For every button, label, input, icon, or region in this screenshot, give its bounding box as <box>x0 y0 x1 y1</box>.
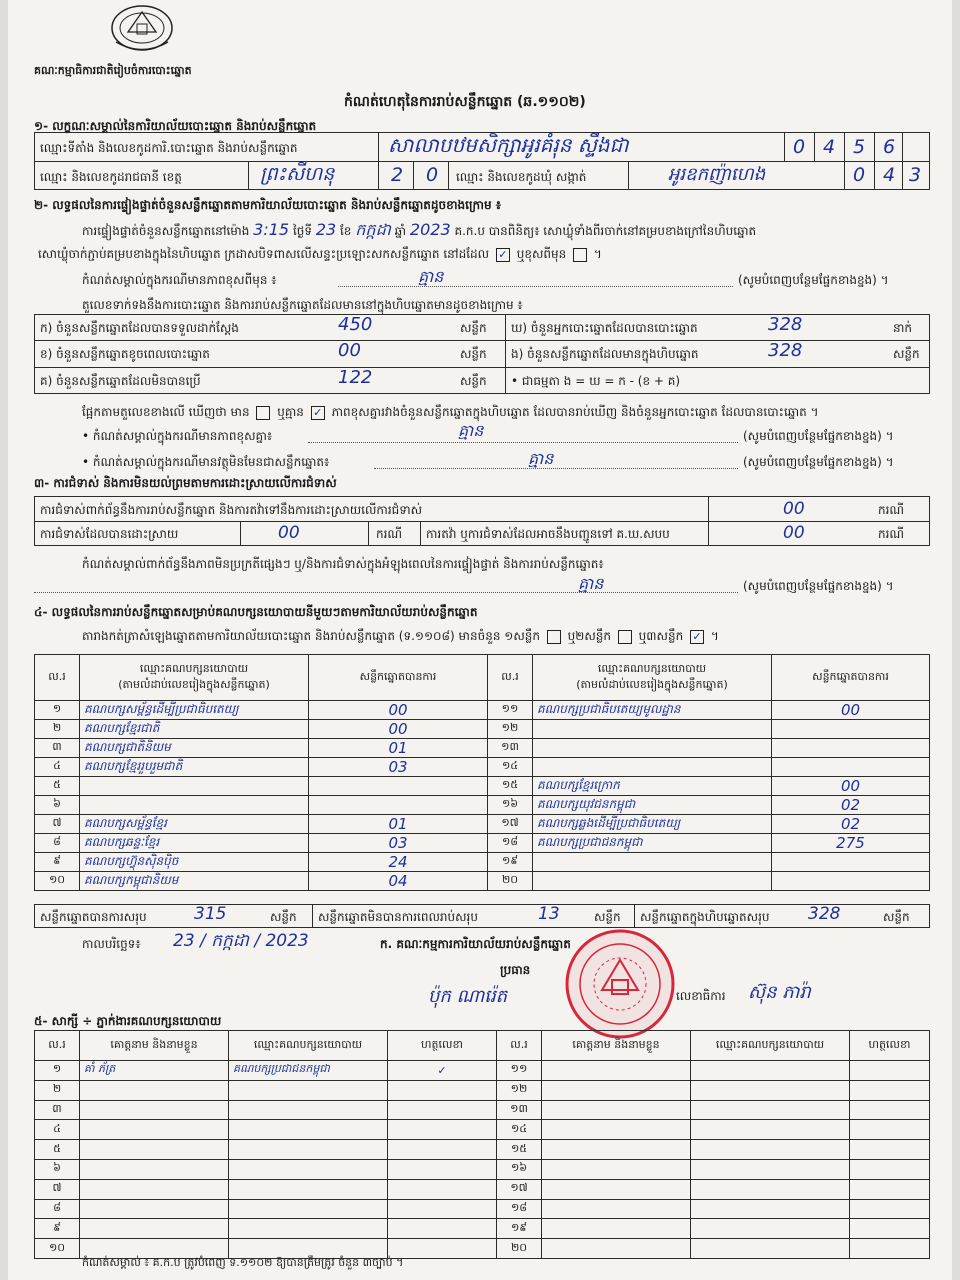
witness-signature <box>850 1159 930 1179</box>
witness-row <box>35 1061 930 1081</box>
foreign-object-note-value: គ្មាន <box>528 449 554 468</box>
party-name <box>533 853 772 872</box>
complaint-row2-label: ការជំទាស់ដែលបានដោះស្រាយ <box>40 527 179 541</box>
party-name <box>533 872 772 891</box>
compare-line: ផ្អែកតាមតួលេខខាងលើ ឃើញថា មាន ឬគ្មាន ✓ ភាពខុសគ្នារវាងចំនួនសន្លឹកឆ្នោតក្នុងហិបឆ្នោត ដែលបានរាប់ឃើញ និងចំនួនអ្នកបោះឆ្នោត ដែលបានបោះឆ្នោត ។ <box>82 405 819 419</box>
witness-name <box>80 1179 229 1199</box>
party-votes: 01 <box>309 815 488 834</box>
witness-signature <box>388 1239 497 1259</box>
witness-name <box>542 1080 691 1100</box>
witness-number: ៧ <box>35 1179 80 1199</box>
party-name: គណបក្សខ្មែរក្រោក <box>533 777 772 796</box>
section2-heading: ២- លទ្ធផលនៃការផ្ទៀងផ្ទាត់ចំនួនសន្លឹកឆ្នោតតាមការិយាល័យបោះឆ្នោត និងរាប់សន្លឹកឆ្នោតដូចខាងក្រោម ៖ <box>34 198 502 212</box>
section3-heading: ៣- ការជំទាស់ និងការមិនយល់ព្រមតាមការដោះស្រាយលើការជំទាស់ <box>34 476 337 490</box>
party-number: ១០ <box>35 872 80 891</box>
witness-party: គណបក្សប្រជាជនកម្ពុជា <box>229 1061 388 1081</box>
party-name: គណបក្សសម្ព័ន្ធខ្មែរ <box>80 815 309 834</box>
witness-number: ១៩ <box>497 1219 542 1239</box>
province-code-digit: 2 <box>390 164 404 186</box>
witness-number: ១០ <box>35 1239 80 1259</box>
party-number: ១៧ <box>488 815 533 834</box>
witness-name <box>80 1100 229 1120</box>
one-sheet-checkbox[interactable] <box>547 630 561 644</box>
party-votes: 00 <box>772 701 930 720</box>
witness-sign-header: ហត្ថលេខា <box>388 1031 497 1061</box>
col-party-header: ឈ្មោះគណបក្សនយោបាយ (តាមលំដាប់លេខរៀងក្នុងសន្លឹកឆ្នោត) <box>533 655 772 701</box>
section5-heading: ៥- សាក្សី ÷ ភ្នាក់ងារគណបក្សនយោបាយ <box>34 1014 222 1028</box>
place-label: ឈ្មោះទីតាំង និងលេខកូដការិ.បោះឆ្នោត និងរាប់សន្លឹកឆ្នោត <box>40 141 298 155</box>
witness-number: ៩ <box>35 1219 80 1239</box>
secretary-signature: ស៊ុន ភារ៉ា <box>748 982 811 1003</box>
figure-unit: សន្លឹក <box>460 347 487 361</box>
note-label: កំណត់សម្គាល់ក្នុងករណីមានភាពខុសពីមុន ៖ <box>82 273 277 287</box>
witness-number: ១៣ <box>497 1100 542 1120</box>
witness-signature <box>850 1100 930 1120</box>
witness-party <box>691 1100 850 1120</box>
witness-name <box>80 1199 229 1219</box>
witness-party <box>691 1061 850 1081</box>
figure-unit: សន្លឹក <box>460 374 487 388</box>
witness-party <box>229 1159 388 1179</box>
party-number: ១៦ <box>488 796 533 815</box>
party-votes: 04 <box>309 872 488 891</box>
witness-number: ១៥ <box>497 1140 542 1160</box>
party-votes <box>309 796 488 815</box>
witness-name <box>542 1179 691 1199</box>
witness-party <box>229 1120 388 1140</box>
place-code-digit: 0 <box>792 136 806 158</box>
witness-number: ៥ <box>35 1140 80 1160</box>
form-title: កំណត់ហេតុនៃការរាប់សន្លឹកឆ្នោត (ឆ.១១០២) <box>344 94 586 110</box>
witness-name-header: គោត្តនាម និងនាមខ្លួន <box>80 1031 229 1061</box>
witness-party <box>229 1080 388 1100</box>
col-votes-header: សន្លឹកឆ្នោតបានការ <box>772 655 930 701</box>
official-seal-icon <box>560 928 680 1040</box>
witness-row <box>35 1199 930 1219</box>
changed-checkbox[interactable] <box>573 248 587 262</box>
seal-check-line: សោឃ្លុំចាក់ភ្ជាប់គម្របខាងក្នុងនៃហិបឆ្នោត ក្រដាសបិទពាសលើសន្ទះប្រឡោះសកសន្លឹកឆ្នោត នៅដដែល ✓ ឬខុសពីមុន ។ <box>38 247 602 261</box>
witness-number: ៣ <box>35 1100 80 1120</box>
party-number: ៦ <box>35 796 80 815</box>
figure-unit: នាក់ <box>893 321 913 335</box>
party-votes <box>772 872 930 891</box>
party-votes <box>772 758 930 777</box>
invalid-total-value: 13 <box>538 904 560 924</box>
difference-note-value: គ្មាន <box>458 421 484 440</box>
result-row <box>35 815 930 834</box>
party-number: ៥ <box>35 777 80 796</box>
party-name: គណបក្សជាតិនិយម <box>80 739 309 758</box>
note-value: គ្មាន <box>418 267 444 286</box>
valid-total-value: 315 <box>194 904 227 924</box>
witness-party <box>229 1179 388 1199</box>
party-number: ២ <box>35 720 80 739</box>
party-number: ៤ <box>35 758 80 777</box>
witness-name <box>542 1219 691 1239</box>
result-row <box>35 758 930 777</box>
party-votes <box>309 777 488 796</box>
col-no-header: ល.រ <box>488 655 533 701</box>
witness-party-header: ឈ្មោះគណបក្សនយោបាយ <box>691 1031 850 1061</box>
witness-number: ១៧ <box>497 1179 542 1199</box>
figures-intro: តួលេខទាក់ទងនឹងការបោះឆ្នោត និងការរាប់សន្លឹកឆ្នោតដែលមាននៅក្នុងហិបឆ្នោតមានដូចខាងក្រោម ៖ <box>82 298 523 312</box>
party-votes <box>772 720 930 739</box>
witness-number: ៨ <box>35 1199 80 1219</box>
complaint-row1-unit: ករណី <box>878 503 905 517</box>
figure-unit: សន្លឹក <box>893 347 920 361</box>
box-total-unit: សន្លឹក <box>883 910 910 924</box>
witness-party <box>691 1140 850 1160</box>
witness-number: ១៤ <box>497 1120 542 1140</box>
witness-table <box>34 1030 930 1259</box>
witness-name <box>80 1219 229 1239</box>
party-name: គណបក្សសម្ព័ន្ធដើម្បីប្រជាធិបតេយ្យ <box>80 701 309 720</box>
result-row <box>35 872 930 891</box>
place-code-digit: 4 <box>822 136 836 158</box>
witness-number: ១១ <box>497 1061 542 1081</box>
witness-party <box>691 1179 850 1199</box>
witness-signature <box>388 1140 497 1160</box>
party-votes: 00 <box>309 701 488 720</box>
party-number: ៧ <box>35 815 80 834</box>
witness-number: ៦ <box>35 1159 80 1179</box>
result-row <box>35 853 930 872</box>
witness-signature <box>850 1199 930 1219</box>
party-number: ១១ <box>488 701 533 720</box>
col-votes-header: សន្លឹកឆ្នោតបានការ <box>309 655 488 701</box>
result-row <box>35 720 930 739</box>
witness-signature <box>388 1219 497 1239</box>
party-name: គណបក្សប្រជាជនកម្ពុជា <box>533 834 772 853</box>
witness-signature <box>850 1080 930 1100</box>
section4-heading: ៤- លទ្ធផលនៃការរាប់សន្លឹកឆ្នោតសម្រាប់គណបក្សនយោបាយនីមួយៗតាមការិយាល័យរាប់សន្លឹកឆ្នោត <box>34 605 478 619</box>
witness-no-header: ល.រ <box>497 1031 542 1061</box>
province-value: ព្រះសីហនុ <box>260 163 335 185</box>
commune-code-digit: 3 <box>908 164 922 186</box>
result-row <box>35 739 930 758</box>
witness-party <box>691 1199 850 1219</box>
two-sheet-checkbox[interactable] <box>618 630 632 644</box>
result-row <box>35 834 930 853</box>
commune-code-digit: 4 <box>882 164 896 186</box>
result-row <box>35 796 930 815</box>
party-number: ៣ <box>35 739 80 758</box>
party-name <box>80 777 309 796</box>
result-row <box>35 777 930 796</box>
witness-signature <box>388 1100 497 1120</box>
commune-value: អូរឧកញ៉ាហេង <box>668 164 766 185</box>
totals-row <box>34 904 930 928</box>
witness-signature: ✓ <box>388 1061 497 1081</box>
party-name <box>80 796 309 815</box>
box-total-value: 328 <box>808 904 841 924</box>
figure-value: 122 <box>338 367 373 388</box>
witness-number: ៤ <box>35 1120 80 1140</box>
figure-label: • ជាធម្មតា ង = ឃ = ក - (ខ + គ) <box>511 374 681 388</box>
party-name: គណបក្សឆន្ទៈខ្មែរ <box>80 834 309 853</box>
witness-party <box>691 1080 850 1100</box>
witness-row <box>35 1120 930 1140</box>
col-no-header: ល.រ <box>35 655 80 701</box>
difference-note-label: • កំណត់សម្គាល់ក្នុងករណីមានភាពខុសគ្នា៖ <box>82 429 273 443</box>
witness-signature <box>388 1179 497 1199</box>
party-number: ១ <box>35 701 80 720</box>
complaint-row3-unit: ករណី <box>878 527 905 541</box>
figure-unit: សន្លឹក <box>460 321 487 335</box>
figure-label: គ) ចំនួនសន្លឹកឆ្នោតដែលមិនបានប្រើ <box>40 374 201 388</box>
witness-signature <box>850 1239 930 1259</box>
witness-party <box>229 1199 388 1219</box>
witness-number: ១២ <box>497 1080 542 1100</box>
witness-row <box>35 1140 930 1160</box>
party-number: ៩ <box>35 853 80 872</box>
note-hint: (សូមបំពេញបន្ថែមផ្នែកខាងខ្នង) ។ <box>738 273 889 287</box>
results-table <box>34 654 930 891</box>
no-difference-checkbox[interactable]: ✓ <box>311 406 325 420</box>
witness-number: ១៦ <box>497 1159 542 1179</box>
party-number: ៨ <box>35 834 80 853</box>
witness-number: ១ <box>35 1061 80 1081</box>
witness-party-header: ឈ្មោះគណបក្សនយោបាយ <box>229 1031 388 1061</box>
witness-name <box>542 1120 691 1140</box>
party-number: ១៩ <box>488 853 533 872</box>
witness-signature <box>850 1140 930 1160</box>
party-votes: 02 <box>772 815 930 834</box>
witness-signature <box>850 1179 930 1199</box>
valid-total-unit: សន្លឹក <box>270 910 297 924</box>
party-number: ១២ <box>488 720 533 739</box>
witness-number: ២ <box>35 1080 80 1100</box>
witness-number: ២០ <box>497 1239 542 1259</box>
party-name: គណបក្សហ៊្វុនស៊ិនប៉ិច <box>80 853 309 872</box>
form-page <box>8 0 952 1280</box>
check-time-line: ការផ្ទៀងផ្ទាត់ចំនួនសន្លឹកឆ្នោតនៅម៉ោង 3:15 ថ្ងៃទី 23 ខែ កក្កដា ឆ្នាំ 2023 គ.ក.ប បានពិនិត្យ៖ សោឃ្លុំទាំងពីរចាក់នៅគម្របខាងក្រៅនៃហិបឆ្នោត <box>82 220 757 239</box>
complaint-row3-label: ការតវ៉ា ឬការជំទាស់ដែលអាចនឹងបញ្ជូនទៅ គ.ឃ.សបប <box>426 527 670 541</box>
irregularity-note-label: កំណត់សម្គាល់ពាក់ព័ន្ធនឹងភាពមិនប្រក្រតីផ្សេងៗ ឬ/និងការជំទាស់ក្នុងអំឡុងពេលនៃការផ្ទៀងផ្ទាត់ និងការរាប់សន្លឹកឆ្នោត៖ <box>82 557 604 571</box>
party-name: គណបក្សឆ្លងដើម្បីប្រជាធិបតេយ្យ <box>533 815 772 834</box>
complaint-row2-value: 00 <box>278 523 300 543</box>
witness-signature <box>388 1199 497 1219</box>
organization-name: គណៈកម្មាធិការជាតិរៀបចំការបោះឆ្នោត <box>34 64 192 77</box>
party-votes: 03 <box>309 758 488 777</box>
crest-icon <box>108 2 176 52</box>
witness-sign-header: ហត្ថលេខា <box>850 1031 930 1061</box>
witness-name <box>542 1061 691 1081</box>
party-name: គណបក្សយុវជនកម្ពុជា <box>533 796 772 815</box>
witness-party <box>691 1239 850 1259</box>
witness-no-header: ល.រ <box>35 1031 80 1061</box>
unchanged-checkbox[interactable]: ✓ <box>496 248 510 262</box>
foreign-object-note-hint: (សូមបំពេញបន្ថែមផ្នែកខាងខ្នង) ។ <box>743 455 894 469</box>
date-label: កាលបរិច្ឆេទ៖ <box>82 937 141 951</box>
witness-name-header: គោត្តនាម និងនាមខ្លួន <box>542 1031 691 1061</box>
committee-label: ក. គណៈកម្មការការិយាល័យរាប់សន្លឹកឆ្នោត <box>380 937 571 951</box>
witness-name <box>80 1159 229 1179</box>
figure-value: 328 <box>768 314 803 335</box>
irregularity-note-value: គ្មាន <box>578 574 604 593</box>
party-votes: 02 <box>772 796 930 815</box>
invalid-total-label: សន្លឹកឆ្នោតមិនបានការពេលរាប់សរុប <box>318 910 478 924</box>
witness-party <box>691 1219 850 1239</box>
party-votes: 01 <box>309 739 488 758</box>
complaint-row1-label: ការជំទាស់ពាក់ព័ន្ធនឹងការរាប់សន្លឹកឆ្នោត និងការតវ៉ាទៅនឹងការដោះស្រាយលើការជំទាស់ <box>40 503 423 517</box>
party-votes: 275 <box>772 834 930 853</box>
party-number: ១៥ <box>488 777 533 796</box>
witness-name <box>542 1159 691 1179</box>
witness-signature <box>850 1120 930 1140</box>
figure-label: ក) ចំនួនសន្លឹកឆ្នោតដែលបានទទួលដាក់ស្តែង <box>40 321 239 335</box>
witness-signature <box>850 1219 930 1239</box>
witness-name <box>80 1120 229 1140</box>
foreign-object-note-label: • កំណត់សម្គាល់ក្នុងករណីមានវត្ថុមិនមែនជាសន្លឹកឆ្នោត៖ <box>82 455 330 469</box>
box-total-label: សន្លឹកឆ្នោតក្នុងហិបឆ្នោតសរុប <box>640 910 770 924</box>
witness-number: ១៨ <box>497 1199 542 1219</box>
witness-party <box>229 1100 388 1120</box>
irregularity-note-hint: (សូមបំពេញបន្ថែមផ្នែកខាងខ្នង) ។ <box>743 579 894 593</box>
figure-value: 00 <box>338 340 361 361</box>
witness-party <box>691 1159 850 1179</box>
witness-row <box>35 1179 930 1199</box>
place-code-digit: 6 <box>882 136 896 158</box>
date-value: 23 / កក្កដា / 2023 <box>173 931 309 951</box>
complaint-row2-unit: ករណី <box>376 527 403 541</box>
figure-label: ខ) ចំនួនសន្លឹកឆ្នោតខូចពេលបោះឆ្នោត <box>40 347 210 361</box>
party-number: ១៨ <box>488 834 533 853</box>
witness-name <box>542 1100 691 1120</box>
party-name: គណបក្សខ្មែរជាតិ <box>80 720 309 739</box>
witness-name <box>542 1140 691 1160</box>
witness-row <box>35 1159 930 1179</box>
party-votes <box>772 739 930 758</box>
party-number: ១៤ <box>488 758 533 777</box>
witness-name <box>80 1080 229 1100</box>
col-party-header: ឈ្មោះគណបក្សនយោបាយ (តាមលំដាប់លេខរៀងក្នុងសន្លឹកឆ្នោត) <box>80 655 309 701</box>
chair-label: ប្រធាន <box>500 963 531 977</box>
party-name <box>533 739 772 758</box>
witness-party <box>229 1219 388 1239</box>
party-votes: 00 <box>772 777 930 796</box>
figure-value: 328 <box>768 340 803 361</box>
difference-note-hint: (សូមបំពេញបន្ថែមផ្នែកខាងខ្នង) ។ <box>743 429 894 443</box>
figure-value: 450 <box>338 314 373 335</box>
commune-label: ឈ្មោះ និងលេខកូដឃុំ សង្កាត់ <box>456 170 587 184</box>
complaint-row3-value: 00 <box>783 523 805 543</box>
witness-party <box>229 1140 388 1160</box>
party-name: គណបក្សកម្ពុជានិយម <box>80 872 309 891</box>
party-name: គណបក្សខ្មែររួបរួមជាតិ <box>80 758 309 777</box>
witness-name <box>542 1199 691 1219</box>
party-number: ២០ <box>488 872 533 891</box>
party-votes: 24 <box>309 853 488 872</box>
section1-heading: ១- លក្ខណៈសម្គាល់នៃការិយាល័យបោះឆ្នោត និងរាប់សន្លឹកឆ្នោត <box>34 119 317 133</box>
has-difference-checkbox[interactable] <box>256 406 270 420</box>
place-code-digit: 5 <box>852 136 866 158</box>
witness-signature <box>388 1080 497 1100</box>
invalid-total-unit: សន្លឹក <box>594 910 621 924</box>
witness-row <box>35 1080 930 1100</box>
witness-party <box>691 1120 850 1140</box>
witness-name <box>542 1239 691 1259</box>
province-code-digit: 0 <box>425 164 439 186</box>
witness-signature <box>850 1061 930 1081</box>
sheet-count-line: តារាងកត់ត្រាសំឡេងឆ្នោតតាមការិយាល័យបោះឆ្នោត និងរាប់សន្លឹកឆ្នោត (ទ.១១០៨) មានចំនួន ១សន្លឹក ឬ២សន្លឹក ឬ៣សន្លឹក ✓ ។ <box>82 629 719 643</box>
party-votes: 03 <box>309 834 488 853</box>
place-value: សាលាបឋមសិក្សាអូរគំរុន ស្ទឹងជា <box>388 133 629 157</box>
party-name <box>533 720 772 739</box>
witness-row <box>35 1100 930 1120</box>
three-sheet-checkbox[interactable]: ✓ <box>690 630 704 644</box>
witness-name: គាំ ភ័ត្រ <box>80 1061 229 1081</box>
secretary-label: លេខាធិការ <box>676 989 726 1003</box>
figure-label: ង) ចំនួនសន្លឹកឆ្នោតដែលមានក្នុងហិបឆ្នោត <box>511 347 699 361</box>
commune-code-digit: 0 <box>852 164 866 186</box>
complaint-row1-value: 00 <box>783 499 805 519</box>
figure-label: ឃ) ចំនួនអ្នកបោះឆ្នោតដែលបានបោះឆ្នោត <box>511 321 698 335</box>
party-votes: 00 <box>309 720 488 739</box>
party-name <box>533 758 772 777</box>
party-votes <box>772 853 930 872</box>
witness-signature <box>388 1159 497 1179</box>
witness-name <box>80 1140 229 1160</box>
valid-total-label: សន្លឹកឆ្នោតបានការសរុប <box>40 910 147 924</box>
witness-signature <box>388 1120 497 1140</box>
province-label: ឈ្មោះ និងលេខកូដរាជធានី ខេត្ត <box>40 170 182 184</box>
party-name: គណបក្សប្រជាធិបតេយ្យមូលដ្ឋាន <box>533 701 772 720</box>
result-row <box>35 701 930 720</box>
witness-row <box>35 1219 930 1239</box>
chair-signature: ប៉ុក ណារ៉េត <box>428 986 508 1007</box>
party-number: ១៣ <box>488 739 533 758</box>
footnote: កំណត់សម្គាល់ ៖ គ.ក.ប ត្រូវបំពេញ ទ.១១០២ ឱ្យបានត្រឹមត្រូវ ចំនួន ៣ច្បាប់ ។ <box>82 1256 404 1269</box>
